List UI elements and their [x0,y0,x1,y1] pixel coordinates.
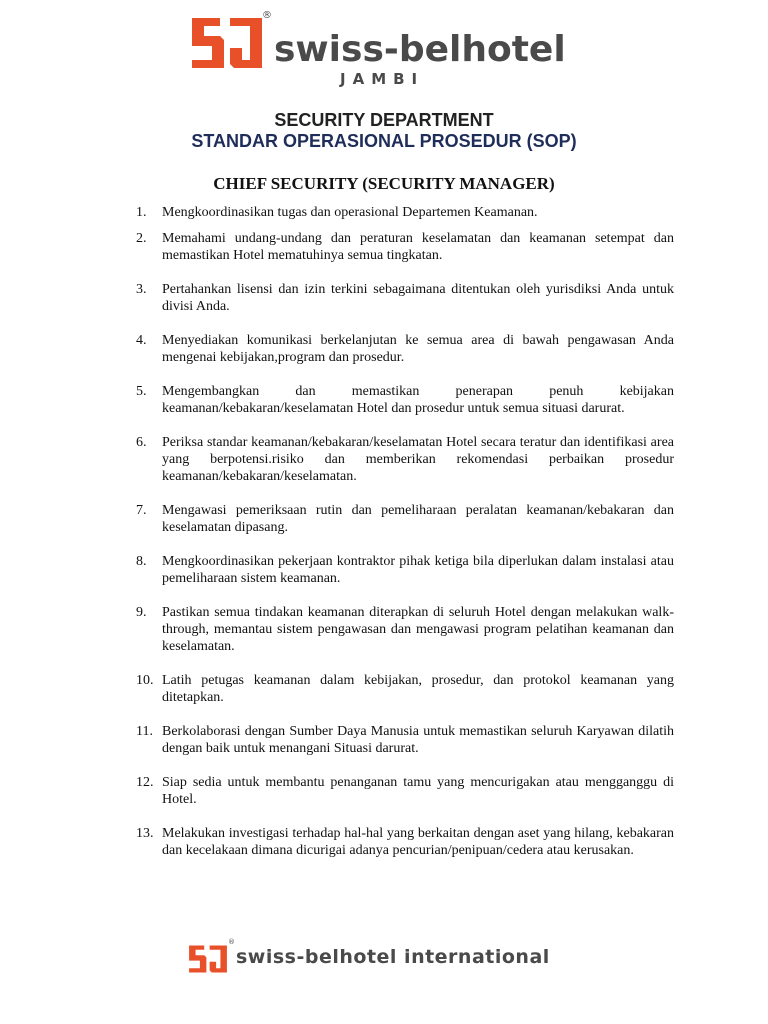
item-number: 1. [136,205,147,220]
item-number: 7. [136,503,147,518]
footer-logo [188,940,588,980]
item-text: Menyediakan komunikasi berkelanjutan ke semua area di bawah pengawasan Anda mengenai kebijakan,program dan prosedur. [162,333,674,365]
brand-city: JAMBI [340,70,425,88]
list-item [136,332,674,366]
swiss-belhotel-logo-icon [190,16,264,70]
list-item [136,434,674,485]
list-item [136,723,674,757]
registered-mark: ® [228,938,235,946]
item-number: 10. [136,673,154,688]
item-number: 3. [136,282,147,297]
item-text: Berkolaborasi dengan Sumber Daya Manusia untuk memastikan seluruh Karyawan dilatih dengan baik untuk menangani Situasi darurat. [162,724,674,756]
item-text: Mengkoordinasikan tugas dan operasional Departemen Keamanan. [162,205,538,220]
item-number: 6. [136,435,147,450]
list-item [136,553,674,587]
list-item [136,672,674,706]
registered-mark: ® [262,10,272,21]
duties-list [136,204,674,859]
sop-title: STANDAR OPERASIONAL PROSEDUR (SOP) [191,131,577,151]
swiss-belhotel-logo-icon [188,944,228,974]
item-number: 4. [136,333,147,348]
list-item [136,383,674,417]
list-item [136,204,674,221]
item-text: Memahami undang-undang dan peraturan keselamatan dan keamanan setempat dan memastikan Hotel mematuhinya semua tingkatan. [162,231,674,263]
header-logo [190,10,590,90]
item-number: 12. [136,775,154,790]
item-text: Latih petugas keamanan dalam kebijakan, prosedur, dan protokol keamanan yang ditetapkan. [162,673,674,705]
item-text: Pastikan semua tindakan keamanan diterapkan di seluruh Hotel dengan melakukan walk-through, memantau sistem pengawasan dan mengawasi program pelatihan keamanan dan keselamatan. [162,605,674,654]
item-text: Mengkoordinasikan pekerjaan kontraktor pihak ketiga bila diperlukan dalam instalasi atau pemeliharaan sistem keamanan. [162,554,674,586]
item-number: 13. [136,826,154,841]
item-text: Mengembangkan dan memastikan penerapan penuh kebijakan keamanan/kebakaran/keselamatan Hotel dan prosedur untuk semua situasi darurat. [162,384,674,416]
list-item [136,774,674,808]
item-text: Melakukan investigasi terhadap hal-hal yang berkaitan dengan aset yang hilang, kebakaran dan kecelakaan dimana dicurigai adanya pencurian/penipuan/cedera atau kerusakan. [162,826,674,858]
list-item [136,604,674,655]
list-item [136,230,674,264]
item-number: 2. [136,231,147,246]
item-text: Mengawasi pemeriksaan rutin dan pemeliharaan peralatan keamanan/kebakaran dan keselamatan dipasang. [162,503,674,535]
list-item [136,281,674,315]
list-item [136,502,674,536]
item-text: Periksa standar keamanan/kebakaran/keselamatan Hotel secara teratur dan identifikasi area yang berpotensi.risiko dan memberikan rekomendasi perbaikan prosedur keamanan/kebakaran/keselamatan. [162,435,674,484]
item-number: 8. [136,554,147,569]
item-number: 5. [136,384,147,399]
role-title: CHIEF SECURITY (SECURITY MANAGER) [213,174,555,193]
item-text: Pertahankan lisensi dan izin terkini sebagaimana ditentukan oleh yurisdiksi Anda untuk divisi Anda. [162,282,674,314]
list-item [136,825,674,859]
item-number: 11. [136,724,153,739]
brand-international: swiss-belhotel international [236,946,550,968]
brand-name: swiss-belhotel [274,29,566,70]
item-text: Siap sedia untuk membantu penanganan tamu yang mencurigakan atau mengganggu di Hotel. [162,775,674,807]
item-number: 9. [136,605,147,620]
department-title: SECURITY DEPARTMENT [274,110,494,130]
